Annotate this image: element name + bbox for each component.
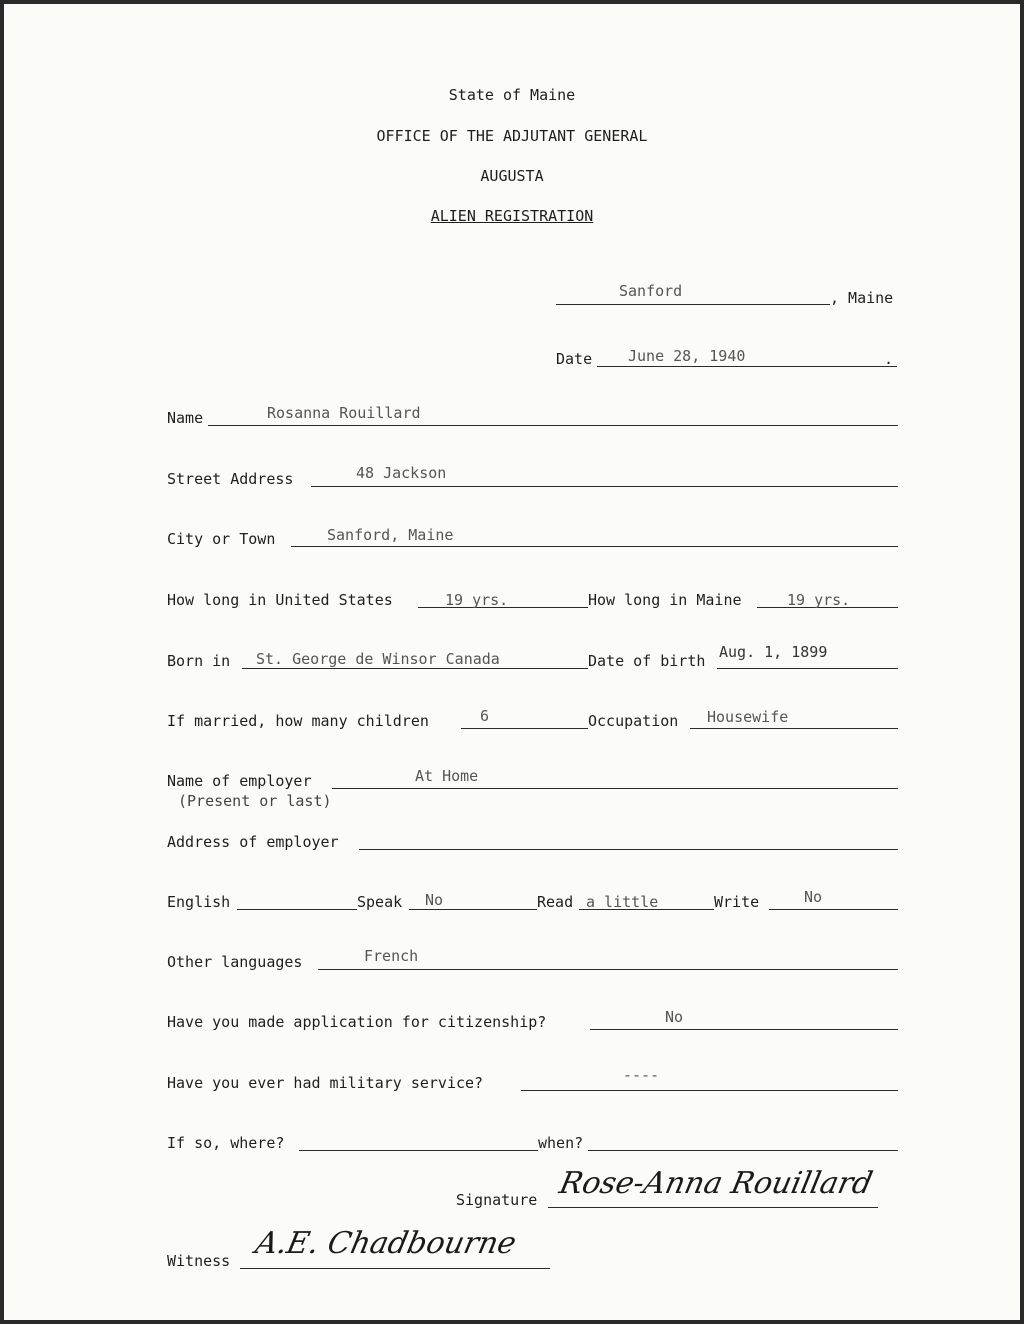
- city-town-label: City or Town: [167, 530, 276, 548]
- witness-label: Witness: [167, 1252, 231, 1270]
- street-line: [311, 486, 898, 487]
- street-value: 48 Jackson: [356, 464, 447, 482]
- english-line: [237, 909, 357, 910]
- date-end: .: [884, 350, 894, 368]
- military-line: [521, 1090, 898, 1091]
- place-value: Sanford: [619, 282, 683, 300]
- when-label: when?: [538, 1134, 584, 1152]
- name-label: Name: [167, 409, 204, 427]
- date-label: Date: [556, 350, 593, 368]
- other-languages-label: Other languages: [167, 953, 303, 971]
- employer-label: Name of employer: [167, 772, 312, 790]
- military-label: Have you ever had military service?: [167, 1074, 484, 1092]
- maine-time-value: 19 yrs.: [787, 591, 851, 609]
- birth-date-value: Aug. 1, 1899: [719, 643, 828, 661]
- occupation-value: Housewife: [707, 708, 789, 726]
- other-languages-line: [318, 969, 898, 970]
- signature-handwriting: Rose-Anna Rouillard: [556, 1166, 876, 1201]
- alien-registration-form: [4, 4, 1020, 1320]
- us-time-label: How long in United States: [167, 591, 393, 609]
- birth-date-line: [717, 668, 898, 669]
- citizenship-label: Have you made application for citizenship?: [167, 1013, 547, 1031]
- children-label: If married, how many children: [167, 712, 429, 730]
- signature-line: [548, 1207, 878, 1208]
- signature-label: Signature: [456, 1191, 538, 1209]
- born-in-line: [242, 668, 588, 669]
- name-line: [208, 425, 898, 426]
- place-line: [556, 304, 830, 305]
- occupation-label: Occupation: [588, 712, 679, 730]
- birth-date-label: Date of birth: [588, 652, 706, 670]
- witness-line: [240, 1268, 550, 1269]
- occupation-line: [690, 728, 898, 729]
- employer-sublabel: (Present or last): [178, 792, 332, 810]
- citizenship-line: [590, 1029, 898, 1030]
- date-line: [597, 366, 897, 367]
- write-label: Write: [714, 893, 760, 911]
- employer-line: [332, 788, 898, 789]
- us-time-value: 19 yrs.: [445, 591, 509, 609]
- write-line: [769, 909, 898, 910]
- street-label: Street Address: [167, 470, 294, 488]
- read-label: Read: [537, 893, 574, 911]
- citizenship-value: No: [665, 1008, 684, 1026]
- witness-handwriting: A.E. Chadbourne: [252, 1226, 520, 1261]
- when-line: [588, 1150, 898, 1151]
- children-line: [461, 728, 588, 729]
- born-in-label: Born in: [167, 652, 231, 670]
- military-value: ----: [623, 1066, 660, 1084]
- header-city: AUGUSTA: [480, 167, 544, 185]
- header-state: State of Maine: [448, 86, 576, 104]
- employer-value: At Home: [415, 767, 479, 785]
- form-title: ALIEN REGISTRATION: [430, 207, 594, 225]
- employer-address-line: [359, 849, 898, 850]
- other-languages-value: French: [364, 947, 419, 965]
- speak-line: [409, 909, 537, 910]
- maine-time-label: How long in Maine: [588, 591, 742, 609]
- where-label: If so, where?: [167, 1134, 285, 1152]
- children-value: 6: [480, 707, 490, 725]
- born-in-value: St. George de Winsor Canada: [256, 650, 500, 668]
- employer-address-label: Address of employer: [167, 833, 339, 851]
- where-line: [299, 1150, 538, 1151]
- speak-label: Speak: [357, 893, 403, 911]
- read-value: a little: [586, 893, 659, 911]
- city-town-line: [291, 546, 898, 547]
- write-value: No: [804, 888, 823, 906]
- english-label: English: [167, 893, 231, 911]
- name-value: Rosanna Rouillard: [267, 404, 421, 422]
- city-town-value: Sanford, Maine: [327, 526, 454, 544]
- date-value: June 28, 1940: [628, 347, 746, 365]
- place-suffix: , Maine: [830, 289, 894, 307]
- speak-value: No: [425, 891, 444, 909]
- header-office: OFFICE OF THE ADJUTANT GENERAL: [376, 127, 648, 145]
